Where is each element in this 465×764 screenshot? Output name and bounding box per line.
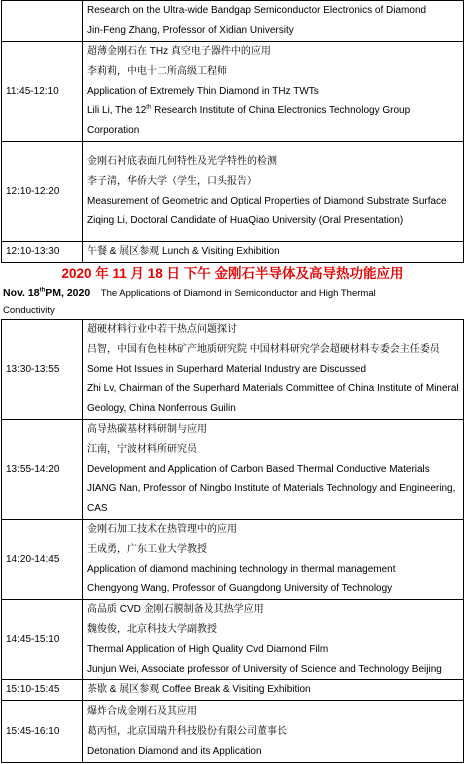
session-content — [83, 420, 464, 520]
speaker-cn: 江南，宁波材料所研究员 — [87, 443, 197, 455]
table-row — [2, 142, 464, 242]
speaker-cn: 魏俊俊，北京科技大学副教授 — [87, 623, 217, 635]
table-row — [2, 320, 464, 420]
break-label: 午餐 & 展区参观 Lunch & Visiting Exhibition — [87, 246, 280, 258]
talk-title-en: Research on the Ultra-wide Bandgap Semiconductor Electronics of Diamond — [87, 5, 427, 17]
table-row — [2, 1, 464, 42]
table-row — [2, 42, 464, 142]
speaker-cn: 吕智，中国有色桂林矿产地质研究院 中国材料研究学会超硬材料专委会主任委员 — [87, 343, 440, 355]
session-content — [83, 1, 464, 42]
schedule-table-morning — [1, 0, 464, 263]
table-row — [2, 520, 464, 600]
speaker-en: Junjun Wei, Associate professor of University of Science and Technology Beijing — [87, 663, 442, 675]
talk-title-en: Detonation Diamond and its Application — [87, 745, 262, 757]
schedule-page — [1, 0, 464, 763]
time-cell: 14:20-14:45 — [2, 520, 83, 600]
talk-title-cn: 高导热碳基材料研制与应用 — [87, 424, 207, 435]
section-date-line: Nov. 18thPM, 2020 The Applications of Diamond in Semiconductor and High Thermal — [3, 287, 376, 299]
time-cell: 13:55-14:20 — [2, 420, 83, 520]
time-cell: 14:45-15:10 — [2, 600, 83, 680]
session-content — [83, 600, 464, 680]
time-cell: 15:10-15:45 — [2, 680, 83, 701]
talk-title-cn: 高品质 CVD 金刚石膜制备及其热学应用 — [87, 604, 264, 616]
session-content — [83, 242, 464, 263]
session-content — [83, 680, 464, 701]
session-content — [83, 320, 464, 420]
talk-title-cn: 爆炸合成金刚石及其应用 — [87, 706, 197, 718]
speaker-en: Jin-Feng Zhang, Professor of Xidian University — [87, 25, 294, 36]
session-content — [83, 142, 464, 242]
speaker-en: Ziqing Li, Doctoral Candidate of HuaQiao University (Oral Presentation) — [87, 215, 404, 227]
table-row — [2, 680, 464, 701]
speaker-en: Zhi Lv, Chairman of the Superhard Materials Committee of China Institute of Mineral Geology, China Nonferrous Guilin — [87, 383, 459, 415]
time-cell: 13:30-13:55 — [2, 320, 83, 420]
talk-title-en: Measurement of Geometric and Optical Properties of Diamond Substrate Surface — [87, 195, 447, 207]
table-row — [2, 242, 464, 263]
section-subtitle: The Applications of Diamond in Semiconductor and High Thermal — [100, 288, 376, 299]
time-cell: 12:10-12:20 — [2, 142, 83, 242]
schedule-table-afternoon — [1, 319, 464, 763]
talk-title-en: Thermal Application of High Quality Cvd Diamond Film — [87, 643, 329, 655]
speaker-en: JIANG Nan, Professor of Ningbo Institute of Materials Technology and Engineering, CAS — [87, 483, 456, 515]
time-cell: 12:10-13:30 — [2, 242, 83, 263]
talk-title-cn: 超硬材料行业中若干热点问题探讨 — [87, 324, 237, 335]
table-row — [2, 420, 464, 520]
speaker-cn: 李莉莉，中电十二所高级工程师 — [87, 65, 227, 77]
section-subtitle-continued: Conductivity — [3, 305, 55, 316]
speaker-cn: 李子清，华侨大学（学生，口头报告） — [87, 175, 257, 187]
time-cell — [2, 1, 83, 42]
session-content — [83, 520, 464, 600]
talk-title-en: Development and Application of Carbon Based Thermal Conductive Materials — [87, 463, 430, 475]
session-content — [83, 42, 464, 142]
session-content — [83, 701, 464, 763]
talk-title-cn: 金刚石加工技术在热管理中的应用 — [87, 524, 237, 535]
section-title: 2020 年 11 月 18 日 下午 金刚石半导体及高导热功能应用 — [61, 266, 404, 281]
time-cell: 15:45-16:10 — [2, 701, 83, 763]
talk-title-cn: 超薄金刚石在 THz 真空电子器件中的应用 — [87, 46, 271, 57]
table-row — [2, 600, 464, 680]
speaker-cn: 葛丙恒，北京国瑞升科技股份有限公司董事长 — [87, 725, 287, 737]
talk-title-cn: 金刚石衬底表面几何特性及光学特性的检测 — [87, 155, 277, 167]
speaker-en: Chengyong Wang, Professor of Guangdong University of Technology — [87, 583, 393, 595]
section-header — [1, 263, 464, 319]
time-cell: 11:45-12:10 — [2, 42, 83, 142]
speaker-cn: 王成勇，广东工业大学教授 — [87, 543, 207, 555]
break-label: 茶歇 & 展区参观 Coffee Break & Visiting Exhibition — [87, 684, 311, 696]
talk-title-en: Some Hot Issues in Superhard Material Industry are Discussed — [87, 363, 367, 375]
table-row — [2, 701, 464, 763]
speaker-en: Lili Li, The 12th Research Institute of China Electronics Technology Group Corporation — [87, 105, 411, 137]
talk-title-en: Application of diamond machining technology in thermal management — [87, 563, 396, 575]
talk-title-en: Application of Extremely Thin Diamond in THz TWTs — [87, 85, 319, 97]
